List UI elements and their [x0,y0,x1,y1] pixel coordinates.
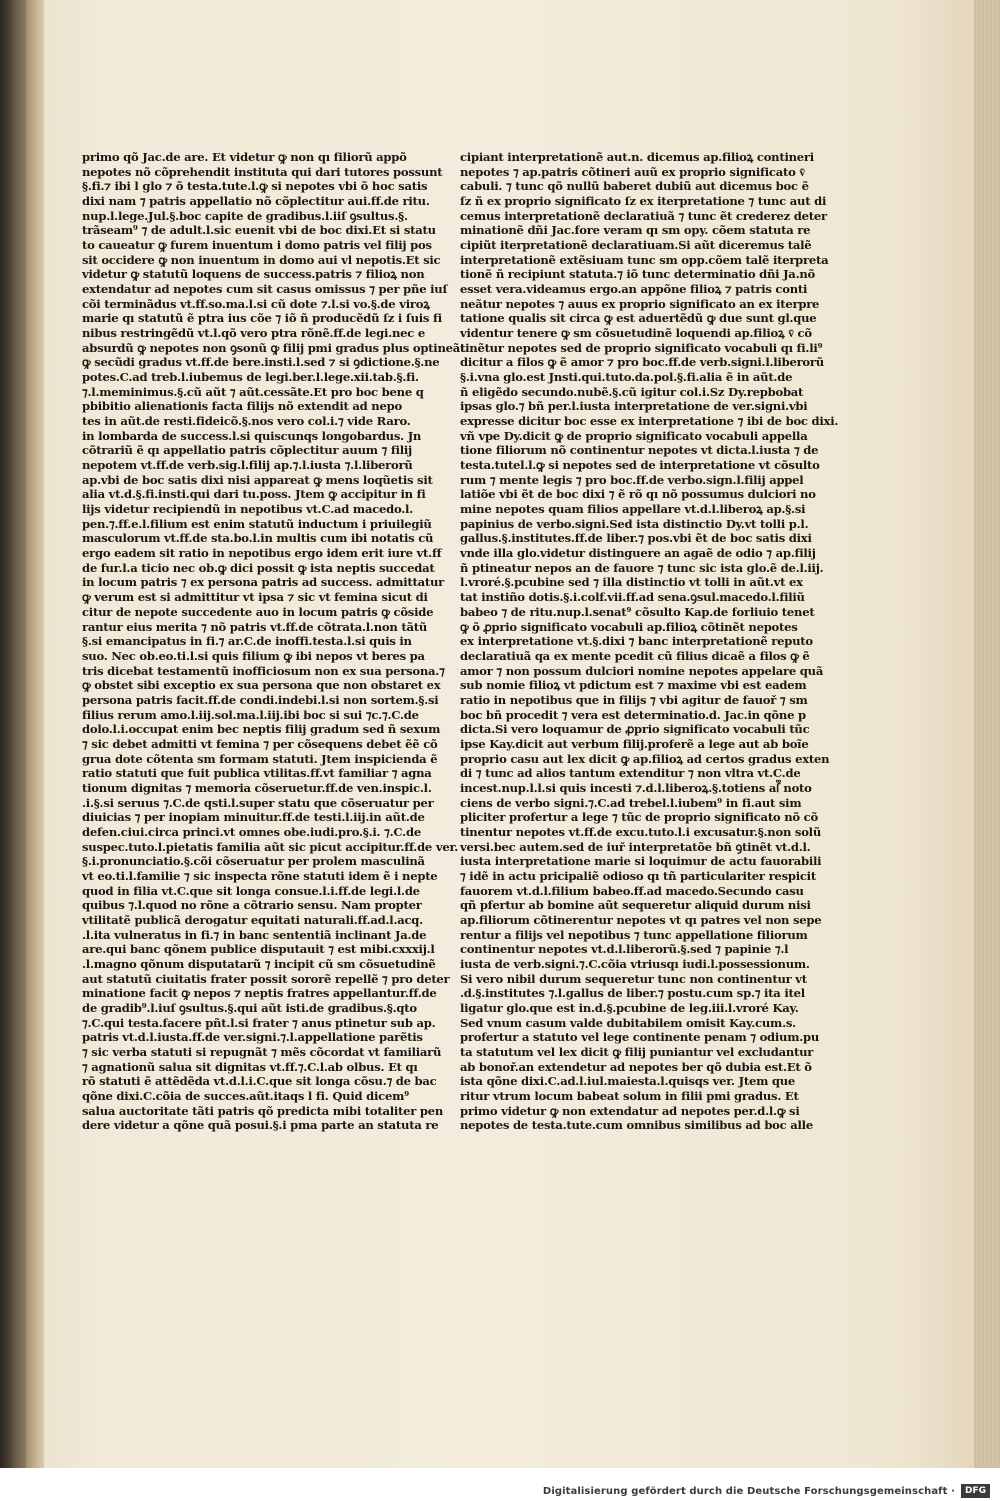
text-line: ſz ñ ex proprio significato ſz ex iterpretatione ⁊ tunc aut di [460,194,827,209]
text-line: testa.tutel.l.ꝙ si nepotes sed de interpretatione vt cõsulto [460,458,820,473]
text-line: ritur vtrum locum babeat solum in filii pmi gradus. Et [460,1089,799,1103]
text-line: nepotes nõ cõprehendit instituta qui dari tutores possunt [82,164,443,179]
text-line: persona patris facit.ff.de condi.indebi.l.si non sortem.§.si [82,692,439,707]
text-line: videntur tenere ꝙ sm cõsuetudinẽ loquendi ap.filioꝝ v͂ cõ [460,326,812,341]
text-line: .d.§.institutes ⁊.l.gallus de liber.⁊ postu.cum sp.⁊ ita itel [460,986,805,1001]
text-line: in lombarda de success.l.si quiscunqs longobardus. Jn [82,428,422,443]
text-line: gallus.§.institutes.ff.de liber.⁊ pos.vbi ẽt de boc satis dixi [460,531,812,546]
text-line: ⁊.l.meminimus.§.cũ aũt ⁊ aũt.cessãte.Et pro boc bene q [82,384,424,399]
left-page-edge [26,0,44,1468]
text-line: ñ ptineatur nepos an de fauore ⁊ tunc sic ista glo.ẽ de.l.iij. [460,560,824,575]
text-line: ligatur glo.que est in.d.§.pcubine de leg.iii.l.vroré Kay. [460,1000,799,1015]
text-line: §.i.vna glo.est Jnsti.qui.tuto.da.pol.§.fi.alia ẽ in aũt.de [460,370,793,385]
text-line: primo videtur ꝙ non extendatur ad nepotes per.d.l.ꝙ si [460,1103,800,1118]
text-line: pbibitio alienationis facta filijs nõ extendit ad nepo [82,399,402,414]
text-line: ta statutum vel lex dicit ꝙ filij puniantur vel excludantur [460,1044,814,1059]
text-line: in locum patris ⁊ ex persona patris ad success. admittatur [82,575,444,590]
text-line: ipse Kay.dicit aut verbum filij.proferẽ a lege aut ab boĩe [460,736,809,751]
text-line: qñ pfertur ab bomine aũt sequeretur aliquid durum nisi [460,898,811,913]
text-line: de fur.l.a ticio nec ob.ꝙ dici possit ꝙ ista neptis succedat [82,560,435,575]
text-line: are.qui banc qõnem publice disputauit ⁊ est mibi.cxxxij.l [82,942,435,957]
text-line: sit occidere ꝙ non inuentum in domo aui vl nepotis.Et sic [82,252,441,267]
text-line: ratio in nepotibus que in filijs ⁊ vbi agitur de fauoř ⁊ sm [460,692,808,707]
text-line: citur de nepote succedente auo in locum patris ꝙ cõside [82,604,434,619]
text-line: diuicias ⁊ per inopiam minuitur.ff.de testi.l.iij.in aũt.de [82,810,425,825]
text-line: ñ eligẽdo secundo.nubẽ.§.cũ igitur col.i.Sz Dy.repbobat [460,384,804,399]
text-line: dicta.Si vero loquamur de ꝓprio significato vocabuli tũc [460,722,810,737]
footer-credit [543,1484,990,1498]
text-line: cipiũt iterpretationẽ declaratiuam.Si aũt diceremus talẽ [460,238,812,253]
text-line: absurdũ ꝙ nepotes non ꝯsonũ ꝙ filij pmi gradus plus optineãt [82,340,466,355]
text-line: rum ⁊ mente legis ⁊ pro boc.ff.de verbo.sign.l.filij appel [460,472,804,487]
text-line: alia vt.d.§.fi.insti.qui dari tu.poss. Jtem ꝙ accipitur in fi [82,487,426,502]
text-line: salua auctoritate tãti patris qõ predicta mibi totaliter pen [82,1103,444,1118]
text-line: rantur eius merita ⁊ nõ patris vt.ff.de cõtrata.l.non tãtũ [82,619,427,634]
text-line: vtilitatẽ publicã derogatur equitati naturali.ff.ad.l.acq. [82,912,423,927]
text-line: de gradib⁹.l.iuſ ꝯsultus.§.qui aũt isti.de gradibus.§.qto [82,1000,417,1015]
text-line: suspec.tuto.l.pietatis familia aũt sic picut accipitur.ff.de ver. [82,839,459,854]
text-line: iusta de verb.signi.⁊.C.cõia vtriusqı iudi.l.possessionum. [460,956,810,971]
text-line: nepotem vt.ff.de verb.sig.l.filij ap.⁊.l.iusta ⁊.l.liberorũ [82,458,413,473]
text-line: minatione facit ꝙ nepos ⁊ neptis fratres appellantur.ff.de [82,986,437,1001]
text-line: cabuli. ⁊ tunc qõ nullũ baberet dubiũ aut dicemus boc ẽ [460,179,809,194]
text-line: vt eo.ti.l.familie ⁊ sic inspecta rõne statuti idem ẽ i nepte [82,868,438,883]
text-line: Sed vnum casum valde dubitabilem omisit Kay.cum.s. [460,1015,796,1030]
text-line: nup.l.lege.Jul.§.boc capite de gradibus.l.iiſ ꝯsultus.§. [82,208,408,223]
text-line: patris vt.d.l.iusta.ff.de ver.signi.⁊.l.appellatione parẽtis [82,1030,423,1045]
text-line: ap.filiorum cõtinerentur nepotes vt qı patres vel non sepe [460,912,822,927]
text-line: cemus interpretationẽ declaratiuã ⁊ tunc ẽt crederez deter [460,208,827,223]
text-line: ꝙ verum est si admittitur vt ipsa ⁊ sic vt femina sicut di [82,590,428,605]
text-line: defen.ciui.circa princi.vt omnes obe.iudi.pro.§.i. ⁊.C.de [82,824,421,839]
text-line: tinẽtur nepotes sed de proprio significato vocabuli qı fi.li⁹ [460,340,823,355]
text-line: ⁊ sic verba statuti si repugnãt ⁊ mẽs cõcordat vt familiarũ [82,1044,442,1059]
text-line: nepotes ⁊ ap.patris cõtineri auũ ex proprio significato v͂ [460,164,805,179]
text-line: ergo eadem sit ratio in nepotibus ergo idem erit iure vt.ff [82,546,442,561]
text-line: boc bñ procedit ⁊ vera est determinatio.d. Jac.in qõne p [460,707,806,722]
text-line: videtur ꝙ statutũ loquens de success.patris ⁊ filioꝝ non [82,267,425,282]
right-text-column [460,150,839,1133]
text-line: fauorem vt.d.l.filium babeo.ff.ad macedo.Secundo casu [460,883,804,898]
funding-credit-text: Digitalisierung gefördert durch die Deutsche Forschungsgemeinschaft · [542,1485,955,1497]
text-line: primo qõ Jac.de are. Et videtur ꝙ non qı filiorũ appõ [82,150,407,164]
text-line: dere videtur a qõne quã posui.§.i pma parte an statuta re [82,1118,439,1133]
text-line: sub nomie filioꝝ vt pdictum est ⁊ maxime vbi est eadem [460,678,807,693]
text-line: continentur nepotes vt.d.l.liberorũ.§.sed ⁊ papinie ⁊.l [460,942,789,957]
text-line: latiõe vbi ẽt de boc dixi ⁊ ẽ rõ qı nõ possumus dulciori no [460,487,816,502]
text-line: nepotes de testa.tute.cum omnibus similibus ad boc alle [460,1118,813,1133]
text-line: §.si emancipatus in fi.⁊ ar.C.de inoffi.testa.l.si quis in [82,634,412,649]
text-line: rõ statuti ẽ attẽdẽda vt.d.l.i.C.que sit longa cõsu.⁊ de bac [82,1074,437,1089]
dfg-logo: DFG [961,1484,990,1498]
text-line: vñ vpe Dy.dicit ꝙ de proprio significato vocabuli appella [460,428,808,443]
text-line: cipiant interpretationẽ aut.n. dicemus ap.filioꝝ contineri [460,150,814,164]
text-line: tatione qualis sit circa ꝙ est aduertẽdũ ꝙ due sunt gl.que [460,311,817,326]
text-line: proprio casu aut lex dicit ꝙ ap.filioꝝ ad certos gradus exten [460,751,830,766]
text-line: interpretationẽ extẽsiuam tunc sm opp.cõem talẽ iterpreta [460,252,829,267]
left-text-column [82,150,474,1133]
text-line: tris dicebat testamentũ inofficiosum non ex sua persona.⁊ [82,663,445,678]
text-line: l.vroré.§.pcubine sed ⁊ illa distinctio vt tolli in aũt.vt ex [460,575,803,590]
page-stack-edge [974,0,1000,1468]
text-line: ab bonoř.an extendetur ad nepotes ber qõ dubia est.Et õ [460,1059,812,1074]
text-line: dixi nam ⁊ patris appellatio nõ cõplectitur aui.ff.de ritu. [82,194,430,209]
text-line: suo. Nec ob.eo.ti.l.si quis filium ꝙ ibi nepos vt beres pa [82,648,425,663]
text-line: ⁊.C.qui testa.facere pñt.l.si frater ⁊ anus ptinetur sub ap. [82,1015,436,1030]
text-line: potes.C.ad treb.l.iubemus de legi.ber.l.lege.xii.tab.§.fi. [82,370,419,385]
text-line: declaratiuã qa ex mente pcedit cũ filius dicaẽ a filos ꝙ ẽ [460,648,810,663]
text-line: ⁊ agnationũ salua sit dignitas vt.ff.⁊.C.l.ab olbus. Et qı [82,1059,418,1074]
text-line: dicitur a filos ꝙ ẽ amor ⁊ pro boc.ff.de verb.signi.l.liberorũ [460,355,824,370]
text-line: filius rerum amo.l.iij.sol.ma.l.iij.ibi boc si sui ⁊c.⁊.C.de [82,707,419,722]
book-binding [0,0,26,1468]
text-line: papinius de verbo.signi.Sed ista distinctio Dy.vt tolli p.l. [460,516,809,531]
text-line: esset vera.videamus ergo.an appõne filioꝝ ⁊ patris conti [460,282,808,297]
text-line: rentur a filijs vel nepotibus ⁊ tunc appellatione filiorum [460,927,808,942]
text-line: iusta interpretatione marie si loquimur de actu fauorabili [460,854,822,869]
text-line: qõne dixi.C.cõia de succes.aũt.itaqs l fi. Quid dicem⁹ [82,1089,409,1103]
text-line: cõi terminãdus vt.ff.so.ma.l.si cũ dote ⁊.l.si vo.§.de viroꝝ [82,296,430,311]
text-line: expresse dicitur boc esse ex interpretatione ⁊ ibi de boc dixi. [460,414,839,429]
text-line: tionẽ ñ recipiunt statuta.⁊ iõ tunc determinatio dñi Ja.nõ [460,267,816,282]
text-line: ex interpretatione vt.§.dixi ⁊ banc interpretationẽ reputo [460,634,813,649]
text-line: to caueatur ꝙ furem inuentum i domo patris vel filij pos [82,238,432,253]
text-line: ista qõne dixi.C.ad.l.iul.maiesta.l.quisqs ver. Jtem que [460,1074,796,1089]
text-line: .i.§.si seruus ⁊.C.de qsti.l.super statu que cõseruatur per [82,795,434,810]
text-line: aut statutũ ciuitatis frater possit sororẽ repellẽ ⁊ pro deter [82,971,450,986]
text-line: ꝙ secũdi gradus vt.ff.de bere.insti.l.sed ⁊ si ꝯdictione.§.ne [82,355,440,370]
text-line: ꝙ õ ꝓprio significato vocabuli ap.filioꝝ cõtinẽt nepotes [460,619,798,634]
text-line: pen.⁊.ff.e.l.filium est enim statutũ inductum i priuilegiũ [82,516,432,531]
text-line: ⁊ idẽ in actu pricipaliẽ odioso qı tñ particulariter respicit [460,868,816,883]
text-line: tes in aũt.de resti.fideicõ.§.nos vero col.i.⁊ vide Raro. [82,414,411,429]
text-line: quibus ⁊.l.quod no rõne a cõtrario sensu. Nam propter [82,898,422,913]
text-line: vnde illa glo.videtur distinguere an agaẽ de odio ⁊ ap.filij [460,546,816,561]
text-line: tinentur nepotes vt.ff.de excu.tuto.l.i excusatur.§.non solũ [460,824,822,839]
text-line: ratio statuti que fuit publica vtilitas.ff.vt familiar ⁊ agna [82,766,432,781]
text-line: cõtrariũ ẽ qı appellatio patris cõplectitur auum ⁊ filij [82,443,413,458]
text-line: Si vero nibil durum sequeretur tunc non continentur vt [460,971,807,986]
text-line: versi.bec autem.sed de iuř interpretatõe bñ ꝯtinẽt vt.d.l. [460,839,811,854]
text-line: marie qı statutũ ẽ ptra ius cõe ⁊ iõ ñ producẽdũ ſz i ſuis fi [82,311,442,326]
text-line: neãtur nepotes ⁊ auus ex proprio significato an ex iterpre [460,296,820,311]
text-line: masculorum vt.ff.de sta.bo.l.in multis cum ibi notatis cũ [82,531,434,546]
text-line: mine nepotes quam filios appellare vt.d.l.liberoꝝ ap.§.si [460,502,806,517]
text-line: tat instiño dotis.§.i.colf.vii.ff.ad sena.ꝯsul.macedo.l.filiũ [460,590,805,605]
text-line: grua dote cõtenta sm formam statuti. Jtem inspicienda ẽ [82,751,438,766]
text-line: ap.vbi de boc satis dixi nisi appareat ꝙ mens loqũetis sit [82,472,433,487]
text-line: profertur a statuto vel lege continente penam ⁊ odium.pu [460,1030,820,1045]
text-line: ciens de verbo signi.⁊.C.ad trebel.l.iubem⁹ in fi.aut sim [460,795,802,810]
text-line: quod in filia vt.C.que sit longa consue.l.i.ff.de legi.l.de [82,883,420,898]
text-line: §.i.pronunciatio.§.cõi cõseruatur per prolem masculinã [82,854,425,869]
text-line: trãseam⁹ ⁊ de adult.l.sic euenit vbi de boc dixi.Et si statu [82,223,436,238]
text-line: .l.magno qõnum disputatarũ ⁊ incipit cũ sm cõsuetudinẽ [82,956,436,971]
text-line: nibus restringẽdũ vt.l.qõ vero ptra rõnẽ.ff.de legi.nec e [82,326,426,341]
text-line: babeo ⁊ de ritu.nup.l.senat⁹ cõsulto Kap.de forliuio tenet [460,604,815,619]
text-line: incest.nup.l.l.si quis incesti ⁊.d.l.liberoꝝ.§.totiens aſ᷑ noto [460,780,812,795]
text-line: dolo.l.i.occupat enim bec neptis filij gradum sed ñ sexum [82,722,441,737]
text-line: pliciter profertur a lege ⁊ tũc de proprio significato nõ cõ [460,810,818,825]
text-line: tione filiorum nõ continentur nepotes vt dicta.l.iusta ⁊ de [460,443,819,458]
text-line: ꝙ obstet sibi exceptio ex sua persona que non obstaret ex [82,678,441,693]
text-line: amor ⁊ non possum dulciori nomine nepotes appelare quã [460,663,824,678]
text-line: ⁊ sic debet admitti vt femina ⁊ per cõsequens debet ẽẽ cõ [82,736,438,751]
text-line: lijs videtur recipiendũ in nepotibus vt.C.ad macedo.l. [82,502,414,517]
text-line: extendatur ad nepotes cum sit casus omissus ⁊ per pñe iuſ [82,282,448,297]
text-line: §.fi.⁊ ibi l glo ⁊ õ testa.tute.l.ꝙ si nepotes vbi õ hoc satis [82,179,428,194]
text-line: tionum dignitas ⁊ memoria cõseruetur.ff.de ven.inspic.l. [82,780,432,795]
text-line: minationẽ dñi Jac.fore veram qı sm opy. cõem statuta re [460,223,811,238]
text-line: ipsas glo.⁊ bñ per.l.iusta interpretatione de ver.signi.vbi [460,399,808,414]
text-line: .l.ita vulneratus in fi.⁊ in banc sententiã inclinant Ja.de [82,927,427,942]
text-line: di ⁊ tunc ad alios tantum extenditur ⁊ non vltra vt.C.de [460,766,801,781]
